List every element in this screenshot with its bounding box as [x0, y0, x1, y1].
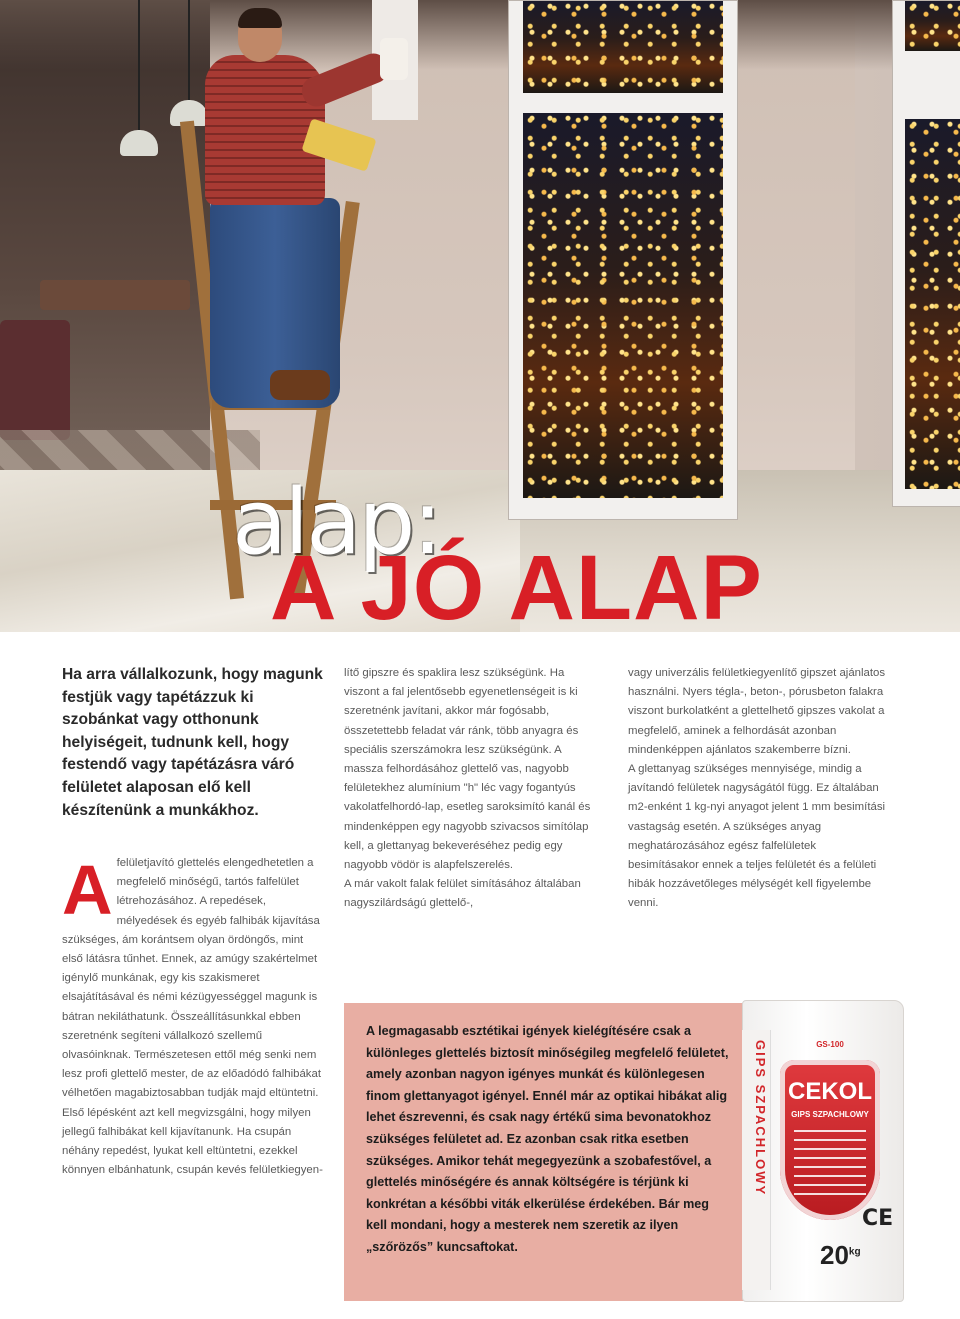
product-subtitle: GIPS SZPACHLOWY	[791, 1110, 869, 1119]
intro-paragraph: Ha arra vállalkozunk, hogy magunk festjük vagy tapétázzuk ki szobánkat vagy otthonunk helyiségeit, tudnunk kell, hogy festendő vagy tapétázásra váró felületet alaposan elő kell készítenünk a munkákhoz.	[62, 666, 323, 819]
product-weight	[820, 1240, 861, 1271]
drop-cap: A	[62, 851, 113, 929]
product-code: GS-100	[816, 1040, 844, 1049]
body-text: felületjavító glettelés elengedhetetlen a megfelelő minőségű, tartós falfelület létrehozásához. A repedések, mélyedések és egyéb falhibák kijavítása szükséges, ám korántsem olyan ördöngős, mint első látásra tűnhet. Ennek, az amúgy szakértelmet igénylő munkának, egy kis szakismeret elsajátításával és némi kézügyességgel magunk is bátran nekiláthatunk. Összeállításunkkal ebben szeretnénk segíteni vállalkozó szellemű olvasóinknak. Természetesen ettől még senki nem lesz profi glettelő mester, de az előadódó falhibákat vélhetően magabiztosabban tudják majd eltüntetni. Első lépésként azt kell megvizsgálni, hogy milyen jellegű falhibákat kell kijavítanunk. Ha csupán néhány repedést, lyukat kell eltüntetni, ezekkel könnyen elbánhatunk, csupán kevés felületkiegyen-	[62, 857, 323, 1177]
product-brand: CEKOL	[788, 1078, 872, 1105]
product-side-label: GIPS SZPACHLOWY	[753, 1040, 768, 1197]
window	[508, 0, 738, 520]
weight-value: 20	[820, 1240, 849, 1270]
chair	[0, 320, 70, 440]
body-column-1	[62, 851, 324, 1180]
body-paragraph: A már vakolt falak felület simításához általában nagyszilárdságú glettelő-,	[344, 878, 581, 910]
body-column-3	[628, 664, 888, 914]
title-prefix: alap:	[232, 470, 440, 575]
window-pane-night-city	[523, 113, 723, 498]
pendant-lamp	[120, 130, 158, 156]
worker-hair	[238, 8, 282, 28]
plaster-tool	[380, 38, 408, 80]
ce-mark: CE	[862, 1206, 894, 1231]
ceiling-shadow	[0, 0, 960, 70]
window-pane-night-city	[905, 1, 960, 51]
page-title: A JÓ ALAP	[270, 537, 763, 639]
window	[892, 0, 960, 507]
body-column-2	[344, 664, 596, 914]
lamp-wire	[138, 0, 140, 130]
worker-boot	[270, 370, 330, 400]
body-paragraph: A glettanyag szükséges mennyisége, mindig a javítandó felületek nagyságától függ. Ez általában m2-enként 1 kg-nyi anyagot jelent 1 mm besimítási vastagság esetén. A szükséges anyag meghatározásához egész falfelületek besimításakor ennek a teljes felületét és a felületi hibák hozzávetőleges mélységét kell figyelembe venni.	[628, 763, 886, 910]
callout-text: A legmagasabb esztétikai igények kielégítésére csak a különleges glettelés biztosít minőségileg megfelelő felületet, amely azonban nagyon igényes munkát és különlegesen finom glettanyagot igényel. Ennél már az optikai hibákat alig lehet észrevenni, és csak nagy értékű sima bevonatokhoz szükséges felületet ad. Ez azonban csak ritka esetben szükséges. Amikor tehát megegyezünk a szobafestővel, a glettelés minőségére és annak költségére is térjünk ki konkrétan a későbbi viták elkerülése érdekében. Bár meg kell mondani, hogy a mesterek nem szeretik az ilyen „szőrözős” kuncsaftokat.	[366, 1024, 729, 1254]
table	[40, 280, 190, 310]
body-paragraph: lítő gipszre és spaklira lesz szükségünk. Ha viszont a fal jelentősebb egyenetlenségeit is ki szeretnénk javítani, akkor már fogósabb, összetettebb feladat vár ránk, több anyagra és speciális szerszámokra lesz szükségünk. A massza felhordásához glettelő vas, nagyobb felületekhez alumínium "h" léc vagy fogantyús vakolatfelhordó-lap, esetleg saroksimító kanál és mindenképpen egy nagyobb szivacsos simítólap kell, a glettanyag bekeveréséhez pedig egy nagyobb vödör is alapfelszerelés.	[344, 667, 591, 872]
weight-unit: kg	[848, 1246, 861, 1258]
lamp-wire	[188, 0, 190, 100]
window-pane-night-city	[523, 1, 723, 93]
product-info-lines	[794, 1130, 866, 1200]
callout-box	[344, 1003, 744, 1301]
body-paragraph: vagy univerzális felületkiegyenlítő gipszet ajánlatos használni. Nyers tégla-, beton-, pórusbeton falakra viszont burkolatként a glettelhető gipszes vakolat a megfelelő, aminek a felhordását azonban mindenképpen ajánlatos szakemberre bízni.	[628, 667, 886, 756]
window-pane-night-city	[905, 119, 960, 489]
